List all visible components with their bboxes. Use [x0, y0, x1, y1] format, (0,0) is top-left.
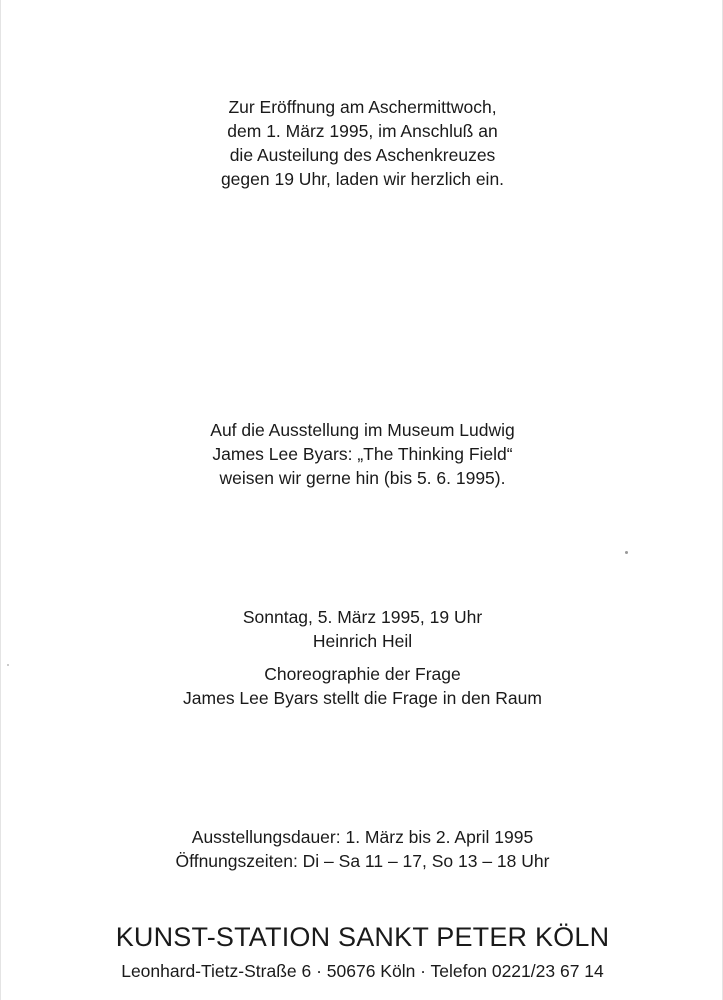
venue-address: Leonhard-Tietz-Straße 6 · 50676 Köln · Telefon 0221/23 67 14: [121, 961, 604, 981]
event-title: Choreographie der Frage: [264, 664, 461, 684]
opening-line: die Austeilung des Aschenkreuzes: [229, 145, 496, 165]
museum-line: James Lee Byars: „The Thinking Field“: [212, 444, 513, 464]
museum-line: Auf die Ausstellung im Museum Ludwig: [210, 420, 515, 440]
venue-name: KUNST-STATION SANKT PETER KÖLN: [115, 922, 610, 952]
opening-invitation-text: [1, 95, 723, 191]
opening-times: Öffnungszeiten: Di – Sa 11 – 17, So 13 – 18 Uhr: [175, 851, 550, 871]
event-date: Sonntag, 5. März 1995, 19 Uhr: [242, 607, 483, 627]
event-speaker: Heinrich Heil: [312, 631, 413, 651]
event-spacer: [1, 653, 723, 662]
exhibition-duration: Ausstellungsdauer: 1. März bis 2. April 1995: [191, 827, 534, 847]
opening-line: Zur Eröffnung am Aschermittwoch,: [228, 97, 497, 117]
event-subtitle: James Lee Byars stellt die Frage in den Raum: [183, 688, 542, 708]
exhibition-hours: [1, 825, 723, 873]
paper-speck: [7, 664, 9, 666]
opening-line: dem 1. März 1995, im Anschluß an: [227, 121, 498, 141]
museum-line: weisen wir gerne hin (bis 5. 6. 1995).: [219, 468, 506, 488]
event-announcement: [1, 605, 723, 710]
paper-speck: [625, 551, 628, 554]
opening-line: gegen 19 Uhr, laden wir herzlich ein.: [220, 169, 505, 189]
museum-exhibition-note: [1, 418, 723, 490]
